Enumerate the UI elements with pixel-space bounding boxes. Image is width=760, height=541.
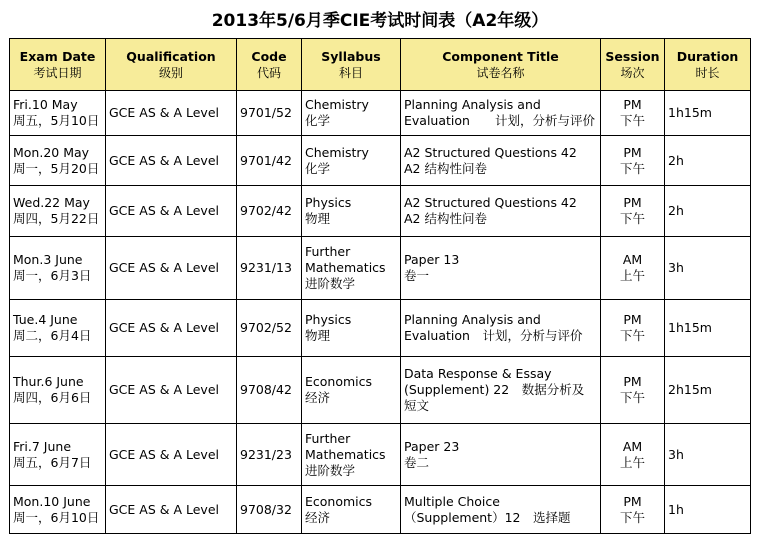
header-duration [665, 39, 751, 91]
cell-component-title [401, 136, 601, 186]
cell-syllabus [302, 424, 401, 486]
cell-exam-date [10, 357, 106, 424]
component-line: A2 结构性问卷 [404, 160, 487, 176]
syllabus-line: Further [305, 430, 351, 446]
cell-component-title [401, 486, 601, 534]
cell-session [601, 486, 665, 534]
cell-code [237, 91, 302, 136]
exam-date-en: Fri.10 May [13, 97, 78, 112]
cell-duration [665, 136, 751, 186]
cell-duration [665, 91, 751, 136]
cell-syllabus [302, 237, 401, 300]
exam-date-en: Fri.7 June [13, 438, 72, 454]
cell-exam-date [10, 486, 106, 534]
session-en: PM [623, 97, 642, 112]
session-cn: 下午 [619, 509, 645, 525]
component-line: Paper 13 [404, 252, 460, 267]
session-cn: 上午 [619, 268, 645, 283]
duration-text: 1h15m [668, 105, 712, 120]
exam-date-cn: 周一，5月20日 [13, 160, 100, 176]
qualification-text: GCE AS & A Level [109, 152, 219, 168]
cell-duration [665, 237, 751, 300]
duration-text: 2h [668, 152, 684, 168]
syllabus-line: Mathematics [305, 260, 386, 275]
session-cn: 上午 [619, 454, 645, 470]
component-line: A2 结构性问卷 [404, 211, 487, 226]
component-line: Multiple Choice [404, 493, 500, 509]
session-en: AM [622, 438, 643, 454]
table-row [10, 136, 751, 186]
syllabus-line: 经济 [305, 390, 331, 405]
session-cn: 下午 [619, 113, 645, 128]
session-en: PM [623, 374, 642, 389]
syllabus-line: Physics [305, 312, 352, 327]
header-syllabus-en: Syllabus [321, 48, 381, 64]
cell-syllabus [302, 136, 401, 186]
table-row [10, 486, 751, 534]
cell-component-title [401, 186, 601, 237]
header-exam-date [10, 39, 106, 91]
header-exam-date-cn: 考试日期 [33, 65, 82, 80]
table-row [10, 357, 751, 424]
cell-syllabus [302, 91, 401, 136]
exam-date-en: Mon.10 June [13, 493, 91, 509]
component-line: Paper 23 [404, 438, 460, 454]
header-syllabus-cn: 科目 [338, 65, 363, 80]
component-line: A2 Structured Questions 42 [404, 195, 577, 210]
header-component-title-cn: 试卷名称 [476, 65, 525, 80]
exam-date-en: Tue.4 June [13, 312, 78, 327]
table-row [10, 237, 751, 300]
duration-text: 1h [668, 501, 684, 517]
qualification-text: GCE AS & A Level [109, 260, 219, 275]
duration-text: 2h [668, 203, 684, 218]
exam-date-cn: 周一，6月3日 [13, 268, 92, 283]
cell-duration [665, 424, 751, 486]
cell-syllabus [302, 486, 401, 534]
syllabus-line: 化学 [305, 113, 331, 128]
header-syllabus [302, 39, 401, 91]
syllabus-line: Chemistry [305, 97, 369, 112]
exam-date-cn: 周一，6月10日 [13, 509, 100, 525]
syllabus-line: Chemistry [305, 144, 369, 160]
cell-session [601, 91, 665, 136]
table-row [10, 186, 751, 237]
syllabus-line: Mathematics [305, 446, 386, 462]
cell-code [237, 357, 302, 424]
qualification-text: GCE AS & A Level [109, 382, 219, 397]
header-session-cn: 场次 [620, 65, 645, 80]
session-en: AM [622, 252, 643, 267]
component-line: 卷一 [404, 268, 430, 283]
cell-session [601, 424, 665, 486]
exam-date-cn: 周五，5月10日 [13, 113, 100, 128]
code-text: 9231/13 [240, 260, 292, 275]
header-qualification [106, 39, 237, 91]
code-text: 9708/42 [240, 382, 292, 397]
syllabus-line: 进阶数学 [305, 276, 356, 291]
cell-code [237, 237, 302, 300]
cell-duration [665, 486, 751, 534]
cell-code [237, 424, 302, 486]
cell-qualification [106, 186, 237, 237]
cell-session [601, 300, 665, 357]
cell-code [237, 186, 302, 237]
header-component-title-en: Component Title [442, 48, 559, 64]
syllabus-line: Further [305, 244, 351, 259]
code-text: 9701/42 [240, 152, 292, 168]
session-cn: 下午 [619, 328, 645, 343]
table-row [10, 300, 751, 357]
page-title: 2013年5/6月季CIE考试时间表（A2年级） [211, 11, 549, 31]
duration-text: 1h15m [668, 320, 712, 335]
syllabus-line: 化学 [305, 160, 331, 176]
duration-text: 3h [668, 260, 684, 275]
cell-exam-date [10, 424, 106, 486]
code-text: 9708/32 [240, 501, 292, 517]
code-text: 9702/52 [240, 320, 292, 335]
header-session [601, 39, 665, 91]
exam-date-cn: 周五，6月7日 [13, 454, 92, 470]
cell-duration [665, 186, 751, 237]
component-line: A2 Structured Questions 42 [404, 144, 577, 160]
exam-date-cn: 周四，6月6日 [13, 390, 92, 405]
header-qualification-en: Qualification [126, 48, 216, 64]
header-qualification-cn: 级别 [158, 65, 183, 80]
cell-exam-date [10, 136, 106, 186]
syllabus-line: 经济 [305, 509, 331, 525]
duration-text: 2h15m [668, 382, 712, 397]
exam-schedule-table [9, 38, 751, 534]
cell-session [601, 136, 665, 186]
exam-date-cn: 周四，5月22日 [13, 211, 100, 226]
cell-syllabus [302, 186, 401, 237]
cell-qualification [106, 237, 237, 300]
syllabus-line: 物理 [305, 211, 331, 226]
cell-exam-date [10, 300, 106, 357]
cell-qualification [106, 136, 237, 186]
code-text: 9701/52 [240, 105, 292, 120]
qualification-text: GCE AS & A Level [109, 446, 219, 462]
cell-code [237, 136, 302, 186]
cell-component-title [401, 357, 601, 424]
qualification-text: GCE AS & A Level [109, 320, 219, 335]
header-session-en: Session [605, 48, 660, 64]
exam-date-en: Wed.22 May [13, 195, 90, 210]
session-en: PM [623, 312, 642, 327]
cell-session [601, 186, 665, 237]
exam-date-en: Thur.6 June [13, 374, 84, 389]
cell-code [237, 486, 302, 534]
exam-date-cn: 周二，6月4日 [13, 328, 92, 343]
component-line: (Supplement) 22 数据分析及 [404, 382, 585, 397]
header-code [237, 39, 302, 91]
table-body [10, 91, 751, 534]
cell-component-title [401, 300, 601, 357]
table-row [10, 91, 751, 136]
cell-component-title [401, 237, 601, 300]
component-line: Planning Analysis and [404, 312, 541, 327]
session-cn: 下午 [619, 390, 645, 405]
cell-qualification [106, 486, 237, 534]
syllabus-line: Economics [305, 493, 373, 509]
qualification-text: GCE AS & A Level [109, 501, 219, 517]
header-duration-en: Duration [676, 48, 739, 64]
component-line: Data Response & Essay [404, 366, 552, 381]
header-row [10, 39, 751, 91]
code-text: 9702/42 [240, 203, 292, 218]
header-component-title [401, 39, 601, 91]
component-line: 短文 [404, 398, 430, 413]
duration-text: 3h [668, 446, 684, 462]
cell-qualification [106, 300, 237, 357]
cell-duration [665, 300, 751, 357]
cell-session [601, 237, 665, 300]
session-cn: 下午 [619, 211, 645, 226]
cell-qualification [106, 424, 237, 486]
exam-date-en: Mon.3 June [13, 252, 83, 267]
syllabus-line: 物理 [305, 328, 331, 343]
cell-component-title [401, 91, 601, 136]
session-cn: 下午 [619, 160, 645, 176]
cell-exam-date [10, 186, 106, 237]
qualification-text: GCE AS & A Level [109, 203, 219, 218]
syllabus-line: Physics [305, 195, 352, 210]
session-en: PM [623, 144, 642, 160]
header-code-cn: 代码 [256, 65, 281, 80]
component-line: Planning Analysis and [404, 97, 541, 112]
component-line: Evaluation 计划，分析与评价 [404, 328, 583, 343]
component-line: 卷二 [404, 454, 430, 470]
cell-code [237, 300, 302, 357]
syllabus-line: Economics [305, 374, 373, 389]
component-line: Evaluation 计划，分析与评价 [404, 113, 595, 128]
code-text: 9231/23 [240, 446, 292, 462]
header-exam-date-en: Exam Date [19, 48, 96, 64]
cell-syllabus [302, 357, 401, 424]
cell-exam-date [10, 237, 106, 300]
header-duration-cn: 时长 [695, 65, 720, 80]
header-code-en: Code [251, 48, 287, 64]
exam-date-en: Mon.20 May [13, 144, 90, 160]
qualification-text: GCE AS & A Level [109, 105, 219, 120]
cell-syllabus [302, 300, 401, 357]
cell-duration [665, 357, 751, 424]
cell-qualification [106, 91, 237, 136]
cell-component-title [401, 424, 601, 486]
component-line: （Supplement）12 选择题 [404, 509, 571, 525]
session-en: PM [623, 195, 642, 210]
cell-qualification [106, 357, 237, 424]
syllabus-line: 进阶数学 [305, 462, 356, 478]
cell-session [601, 357, 665, 424]
cell-exam-date [10, 91, 106, 136]
table-row [10, 424, 751, 486]
session-en: PM [623, 493, 642, 509]
